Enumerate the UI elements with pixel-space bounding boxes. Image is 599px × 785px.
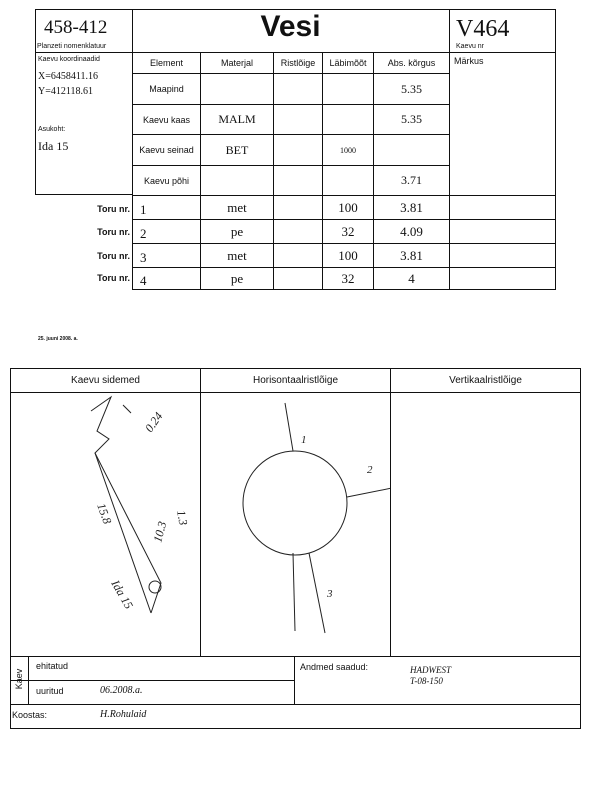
- pipe-material: pe: [230, 270, 244, 286]
- pipe-label: Toru nr.: [97, 227, 130, 237]
- connections-sketch: [11, 393, 200, 655]
- pipe-diameter: 100: [338, 247, 358, 263]
- pipe-diameter: 100: [338, 199, 358, 215]
- pipe-no: 4: [140, 273, 147, 288]
- col-header-diameter: Läbimõõt: [329, 58, 367, 68]
- row-diameter: 1000: [340, 145, 356, 155]
- col-title-connections: Kaevu sidemed: [71, 375, 140, 386]
- col-header-element: Element: [149, 58, 184, 68]
- compiled-value: H.Rohulaid: [100, 709, 147, 720]
- col-title-horizontal: Horisontaalristlõige: [252, 375, 339, 386]
- col-header-material: Materjal: [220, 58, 253, 68]
- nomenclature-label: Planzeti nomenklatuur: [37, 43, 107, 50]
- row-material: MALM: [218, 112, 256, 126]
- coord-x: X=6458411.16: [38, 71, 98, 82]
- data-from-label: Andmed saadud:: [300, 662, 369, 672]
- pipe-height: 3.81: [400, 199, 423, 215]
- pipe-height: 3.81: [400, 247, 423, 263]
- row-element: Kaevu kaas: [142, 114, 191, 125]
- hand-label: 10.3: [150, 519, 170, 544]
- pipe-material: pe: [230, 223, 244, 239]
- row-element: Kaevu põhi: [143, 175, 190, 186]
- pipe-material: met: [227, 199, 247, 215]
- row-element: Kaevu seinad: [139, 145, 194, 155]
- remarks-header: Märkus: [454, 56, 484, 66]
- built-label: ehitatud: [36, 661, 69, 671]
- hand-label: 2: [367, 464, 373, 476]
- coords-label: Kaevu koordinaadid: [38, 56, 100, 63]
- nomenclature: 458-412: [44, 17, 108, 38]
- pipe-no: 1: [140, 202, 147, 217]
- location-label: Asukoht:: [38, 126, 66, 133]
- row-height: 3.71: [401, 173, 422, 187]
- hand-label: 15.8: [94, 501, 115, 526]
- pipe-label: Toru nr.: [97, 204, 130, 214]
- hand-label: Ida 15: [108, 577, 137, 612]
- pipe-height: 4.09: [400, 223, 423, 239]
- row-height: 5.35: [401, 112, 422, 126]
- hand-label: 1.3: [174, 509, 191, 527]
- compiled-label: Koostas:: [12, 710, 48, 720]
- pipe-diameter: 32: [341, 223, 355, 239]
- page-title: Vesi: [260, 10, 321, 43]
- hand-label: 0.24: [141, 409, 166, 435]
- pipe-no: 2: [140, 226, 147, 241]
- pipe-diameter: 32: [341, 270, 355, 286]
- surveyed-label: uuritud: [36, 686, 64, 696]
- hand-label: 1: [301, 434, 307, 446]
- col-header-section: Ristlõige: [280, 58, 316, 68]
- hand-label: 3: [327, 588, 333, 600]
- surveyed-value: 06.2008.a.: [100, 685, 143, 696]
- well-number-label: Kaevu nr: [456, 43, 485, 50]
- pipe-label: Toru nr.: [97, 273, 130, 283]
- pipe-no: 3: [140, 250, 147, 265]
- horizontal-sketch: [201, 393, 390, 655]
- coord-y: Y=412118.61: [38, 86, 93, 97]
- pipe-material: met: [227, 247, 247, 263]
- col-title-vertical: Vertikaalristlõige: [449, 375, 522, 386]
- kaev-label: Kaev: [14, 668, 24, 690]
- data-from-line1: HADWEST: [410, 665, 451, 675]
- well-number: V464: [456, 16, 510, 42]
- row-height: 5.35: [401, 81, 422, 96]
- row-material: BET: [225, 142, 249, 157]
- row-element: Maapind: [149, 84, 184, 94]
- pipe-label: Toru nr.: [97, 251, 130, 261]
- col-header-height: Abs. kõrgus: [387, 58, 436, 68]
- location: Ida 15: [38, 139, 69, 153]
- data-from-line2: T-08-150: [410, 676, 443, 686]
- pipe-height: 4: [408, 270, 415, 286]
- date-note: 25. juuni 2008. a.: [38, 336, 78, 342]
